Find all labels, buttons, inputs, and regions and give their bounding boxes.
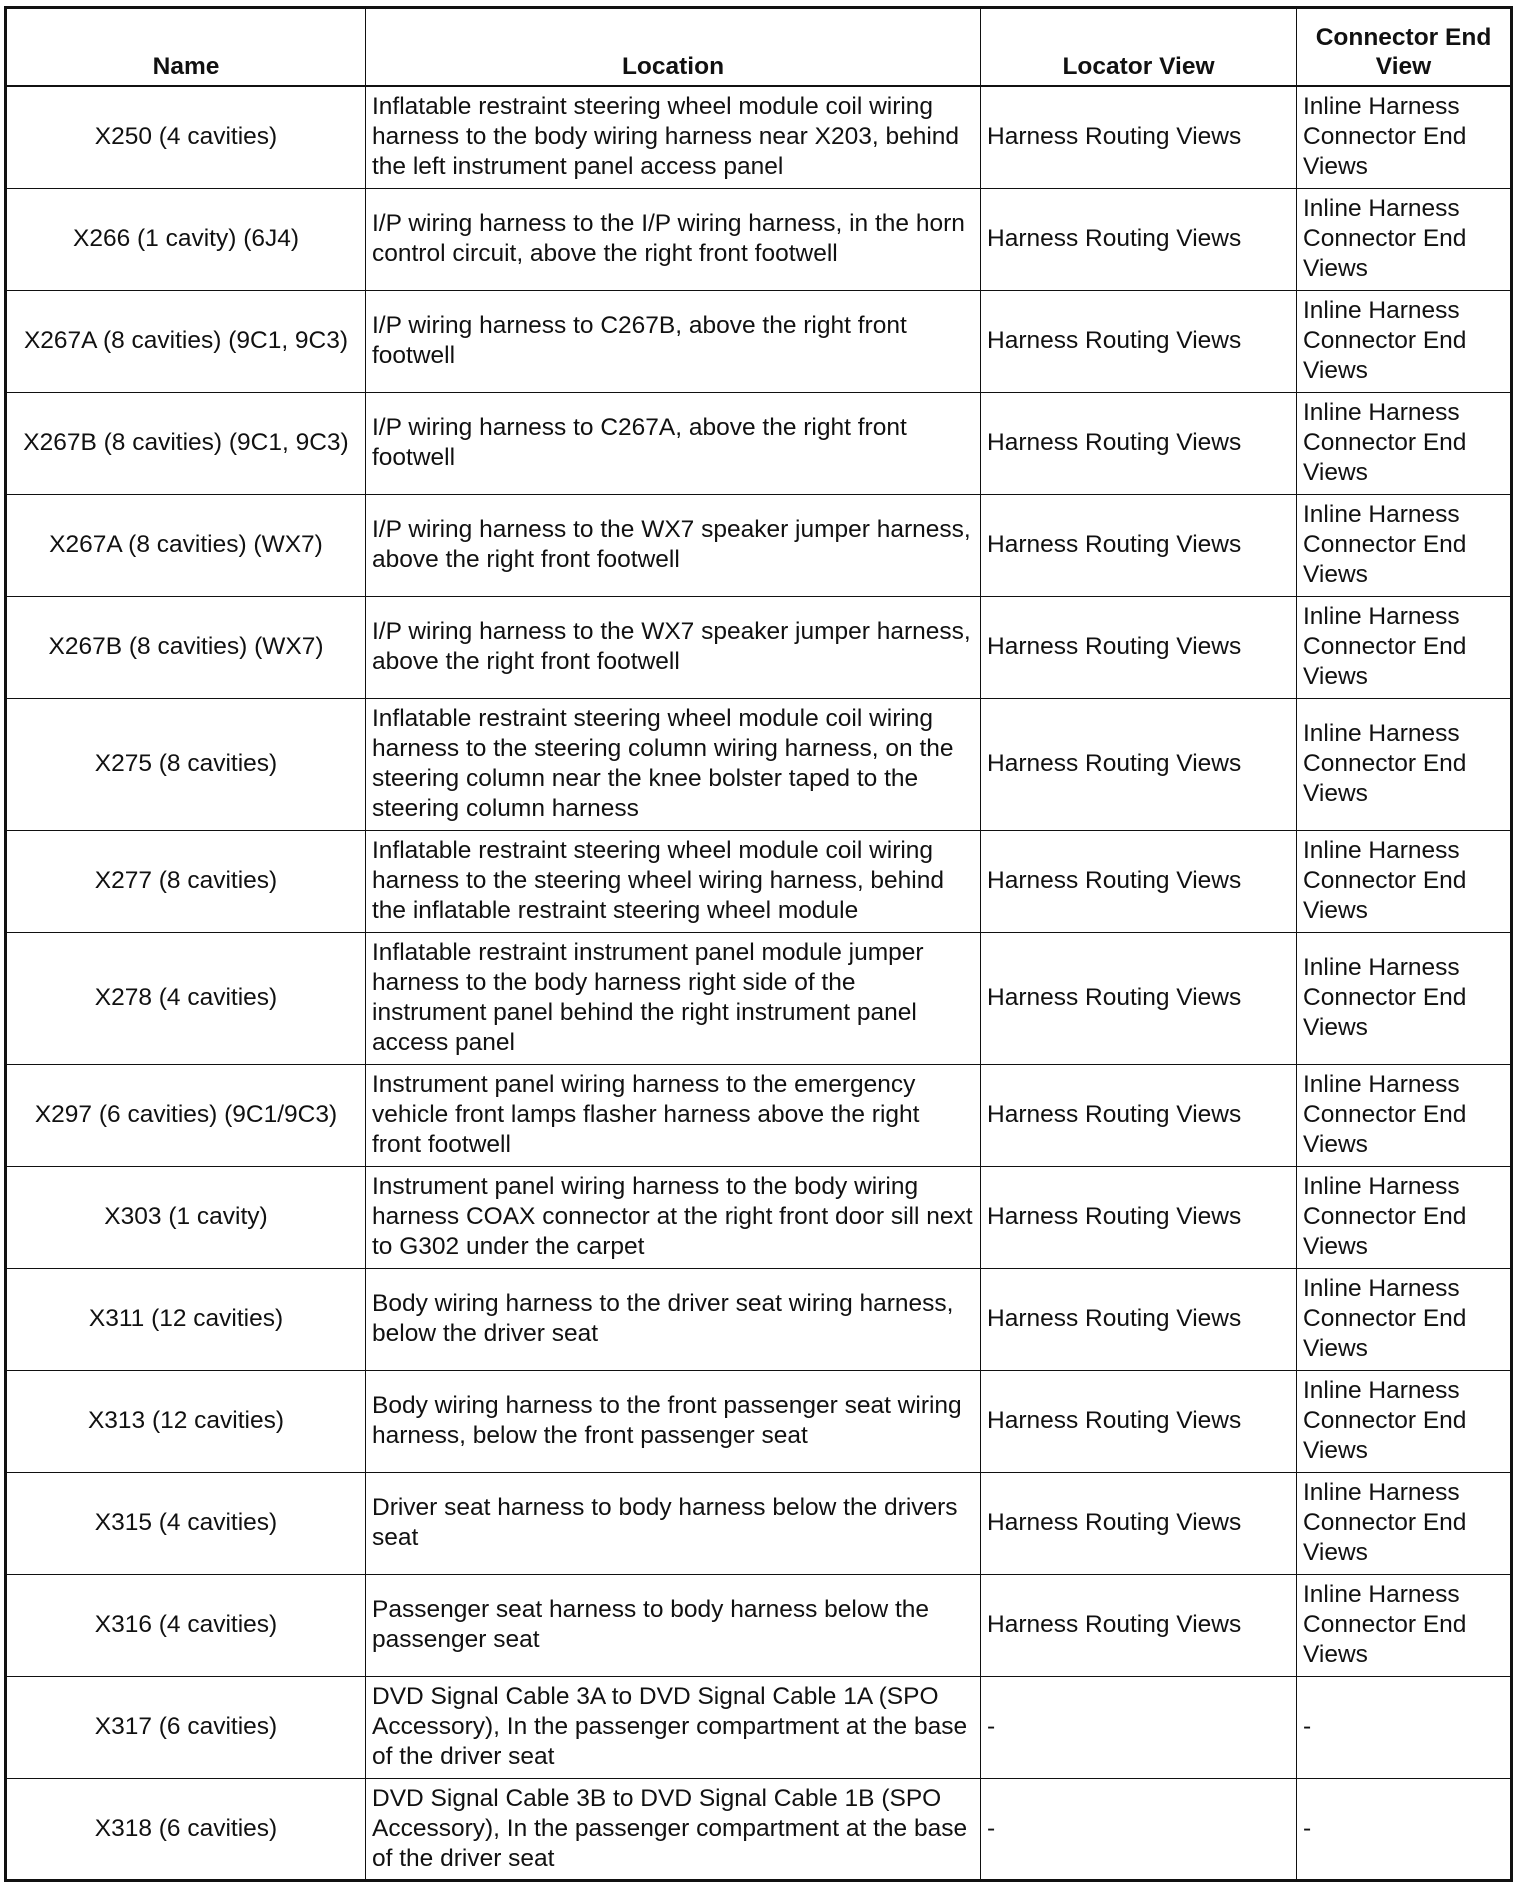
cell-locator-view: Harness Routing Views: [981, 830, 1297, 932]
cell-locator-view: Harness Routing Views: [981, 1574, 1297, 1676]
cell-connector-end-view: Inline Harness Connector End Views: [1297, 1064, 1512, 1166]
cell-locator-view: Harness Routing Views: [981, 1064, 1297, 1166]
cell-location: Passenger seat harness to body harness below the passenger seat: [366, 1574, 981, 1676]
cell-name: X267A (8 cavities) (9C1, 9C3): [6, 290, 366, 392]
table-row: [6, 830, 1512, 932]
cell-location: Body wiring harness to the driver seat wiring harness, below the driver seat: [366, 1268, 981, 1370]
cell-locator-view: -: [981, 1778, 1297, 1880]
cell-location: Instrument panel wiring harness to the body wiring harness COAX connector at the right front door sill next to G302 under the carpet: [366, 1166, 981, 1268]
table-row: [6, 1370, 1512, 1472]
table-row: [6, 1472, 1512, 1574]
cell-name: X317 (6 cavities): [6, 1676, 366, 1778]
cell-locator-view: Harness Routing Views: [981, 188, 1297, 290]
table-row: [6, 392, 1512, 494]
table-row: [6, 1064, 1512, 1166]
cell-connector-end-view: Inline Harness Connector End Views: [1297, 698, 1512, 830]
cell-locator-view: Harness Routing Views: [981, 932, 1297, 1064]
cell-location: I/P wiring harness to C267A, above the right front footwell: [366, 392, 981, 494]
header-location: Location: [366, 8, 981, 87]
cell-connector-end-view: Inline Harness Connector End Views: [1297, 392, 1512, 494]
cell-location: I/P wiring harness to C267B, above the right front footwell: [366, 290, 981, 392]
table-row: [6, 1268, 1512, 1370]
cell-location: Driver seat harness to body harness below the drivers seat: [366, 1472, 981, 1574]
cell-locator-view: Harness Routing Views: [981, 392, 1297, 494]
cell-connector-end-view: -: [1297, 1778, 1512, 1880]
cell-connector-end-view: Inline Harness Connector End Views: [1297, 596, 1512, 698]
table-row: [6, 698, 1512, 830]
header-connector-end-view: Connector End View: [1297, 8, 1512, 87]
cell-locator-view: Harness Routing Views: [981, 494, 1297, 596]
cell-connector-end-view: Inline Harness Connector End Views: [1297, 494, 1512, 596]
cell-name: X303 (1 cavity): [6, 1166, 366, 1268]
cell-name: X267A (8 cavities) (WX7): [6, 494, 366, 596]
cell-name: X313 (12 cavities): [6, 1370, 366, 1472]
cell-connector-end-view: Inline Harness Connector End Views: [1297, 1472, 1512, 1574]
cell-locator-view: Harness Routing Views: [981, 86, 1297, 188]
cell-location: I/P wiring harness to the I/P wiring harness, in the horn control circuit, above the right front footwell: [366, 188, 981, 290]
header-name: Name: [6, 8, 366, 87]
cell-locator-view: Harness Routing Views: [981, 1370, 1297, 1472]
cell-connector-end-view: Inline Harness Connector End Views: [1297, 86, 1512, 188]
table-row: [6, 932, 1512, 1064]
cell-connector-end-view: Inline Harness Connector End Views: [1297, 1166, 1512, 1268]
cell-connector-end-view: Inline Harness Connector End Views: [1297, 830, 1512, 932]
table-header: [6, 8, 1512, 87]
connector-table: [4, 6, 1513, 1882]
cell-name: X250 (4 cavities): [6, 86, 366, 188]
cell-name: X318 (6 cavities): [6, 1778, 366, 1880]
cell-name: X315 (4 cavities): [6, 1472, 366, 1574]
cell-location: Instrument panel wiring harness to the emergency vehicle front lamps flasher harness above the right front footwell: [366, 1064, 981, 1166]
cell-location: Body wiring harness to the front passenger seat wiring harness, below the front passenger seat: [366, 1370, 981, 1472]
table-row: [6, 1676, 1512, 1778]
table-row: [6, 188, 1512, 290]
cell-locator-view: -: [981, 1676, 1297, 1778]
cell-connector-end-view: Inline Harness Connector End Views: [1297, 290, 1512, 392]
cell-location: Inflatable restraint instrument panel module jumper harness to the body harness right side of the instrument panel behind the right instrument panel access panel: [366, 932, 981, 1064]
table-row: [6, 596, 1512, 698]
cell-connector-end-view: Inline Harness Connector End Views: [1297, 932, 1512, 1064]
table-body: [6, 86, 1512, 1880]
cell-name: X311 (12 cavities): [6, 1268, 366, 1370]
cell-name: X267B (8 cavities) (WX7): [6, 596, 366, 698]
cell-connector-end-view: Inline Harness Connector End Views: [1297, 188, 1512, 290]
cell-name: X267B (8 cavities) (9C1, 9C3): [6, 392, 366, 494]
cell-name: X277 (8 cavities): [6, 830, 366, 932]
cell-location: Inflatable restraint steering wheel module coil wiring harness to the steering wheel wiring harness, behind the inflatable restraint steering wheel module: [366, 830, 981, 932]
cell-location: Inflatable restraint steering wheel module coil wiring harness to the steering column wiring harness, on the steering column near the knee bolster taped to the steering column harness: [366, 698, 981, 830]
cell-location: DVD Signal Cable 3A to DVD Signal Cable 1A (SPO Accessory), In the passenger compartment at the base of the driver seat: [366, 1676, 981, 1778]
cell-location: DVD Signal Cable 3B to DVD Signal Cable 1B (SPO Accessory), In the passenger compartment at the base of the driver seat: [366, 1778, 981, 1880]
table-row: [6, 290, 1512, 392]
cell-name: X275 (8 cavities): [6, 698, 366, 830]
table-row: [6, 86, 1512, 188]
cell-name: X266 (1 cavity) (6J4): [6, 188, 366, 290]
cell-connector-end-view: Inline Harness Connector End Views: [1297, 1268, 1512, 1370]
table-row: [6, 1574, 1512, 1676]
cell-name: X278 (4 cavities): [6, 932, 366, 1064]
cell-connector-end-view: -: [1297, 1676, 1512, 1778]
cell-connector-end-view: Inline Harness Connector End Views: [1297, 1370, 1512, 1472]
table-row: [6, 1166, 1512, 1268]
cell-locator-view: Harness Routing Views: [981, 290, 1297, 392]
cell-name: X316 (4 cavities): [6, 1574, 366, 1676]
table-row: [6, 1778, 1512, 1880]
cell-location: Inflatable restraint steering wheel module coil wiring harness to the body wiring harness near X203, behind the left instrument panel access panel: [366, 86, 981, 188]
cell-name: X297 (6 cavities) (9C1/9C3): [6, 1064, 366, 1166]
table-row: [6, 494, 1512, 596]
header-locator-view: Locator View: [981, 8, 1297, 87]
cell-location: I/P wiring harness to the WX7 speaker jumper harness, above the right front footwell: [366, 596, 981, 698]
cell-location: I/P wiring harness to the WX7 speaker jumper harness, above the right front footwell: [366, 494, 981, 596]
header-row: [6, 8, 1512, 87]
cell-connector-end-view: Inline Harness Connector End Views: [1297, 1574, 1512, 1676]
cell-locator-view: Harness Routing Views: [981, 1166, 1297, 1268]
cell-locator-view: Harness Routing Views: [981, 698, 1297, 830]
cell-locator-view: Harness Routing Views: [981, 1268, 1297, 1370]
cell-locator-view: Harness Routing Views: [981, 596, 1297, 698]
cell-locator-view: Harness Routing Views: [981, 1472, 1297, 1574]
